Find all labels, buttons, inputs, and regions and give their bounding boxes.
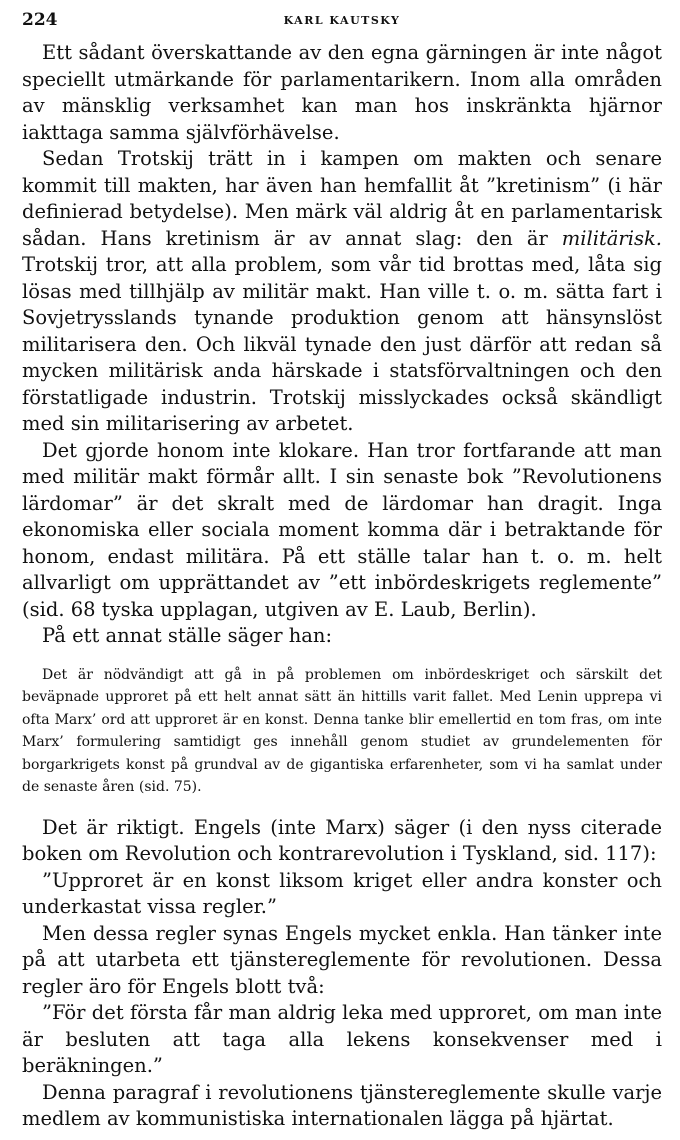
- running-head: KARL KAUTSKY: [283, 14, 401, 27]
- page-number: 224: [22, 10, 58, 30]
- emphasis-militarisk: militärisk.: [561, 226, 662, 250]
- trotsky-text-after: Trotskij tror, att alla problem, som vår tid brottas med, låta sig lösas med tillhjälp av militär makt. Han ville t. o. m. sätta fart i Sovjetrysslands tynande produktion genom att hänsynslöst militarisera den. Och likväl tynade den just därför att redan så mycken militärisk anda härskade i statsförvaltningen och den förstatligade industrin. Trotskij misslyckades också skändligt med sin militarisering av arbetet.: [22, 253, 662, 435]
- block-quote: [22, 664, 662, 799]
- block-quote-text: Det är nödvändigt att gå in på problemen om inbördeskriget och särskilt det beväpnade upproret på ett helt annat sätt än hittills varit fallet. Med Lenin upprepa vi ofta Marx’ ord att upproret är en konst. Denna tanke blir emellertid en tom fras, om inte Marx’ formulering samtidigt ges innehåll genom studiet av grundelementen för borgarkrigets konst på grundval av de gigantiska erfarenheter, som vi ha samlat under de senaste åren (sid. 75).: [22, 666, 662, 795]
- paragraph-overestimation: Ett sådant överskattande av den egna gärningen är inte något speciellt utmärkande för parlamentarikern. Inom alla områden av mänsklig verksamhet kan man hos inskränkta hjärnor iakttaga samma självförhävelse.: [22, 41, 662, 144]
- quote-first-rule: ”För det första får man aldrig leka med upproret, om man inte är besluten att taga alla lekens konsekvenser med i beräkningen.”: [22, 1001, 662, 1077]
- paragraph-lessons: Det gjorde honom inte klokare. Han tror fortfarande att man med militär makt förmår allt. I sin senaste bok ”Revolutionens lärdomar” är det skralt med de lärdomar han dragit. Inga ekonomiska eller sociala moment komma där i betraktande för honom, endast militära. På ett ställe talar han t. o. m. helt allvarligt om upprättandet av ”ett inbördeskrigets reglemente” (sid. 68 tyska upplagan, utgiven av E. Laub, Berlin).: [22, 438, 662, 621]
- trotsky-text-before: Sedan Trotskij trätt in i kampen om makten och senare kommit till makten, har även han hemfallit åt ”kretinism” (i här definierad betydelse). Men märk väl aldrig åt en parlamentarisk sådan. Hans kretinism är av annat slag: den är: [22, 147, 662, 250]
- paragraph-rules: Men dessa regler synas Engels mycket enkla. Han tänker inte på att utarbeta ett tjänstereglemente för revolutionen. Dessa regler äro för Engels blott två:: [22, 921, 662, 998]
- page-header: [22, 10, 662, 40]
- paragraph-engels: Det är riktigt. Engels (inte Marx) säger (i den nyss citerade boken om Revolution och kontrarevolution i Tyskland, sid. 117):: [22, 815, 662, 865]
- paragraph-conclusion: Denna paragraf i revolutionens tjänstereglemente skulle varje medlem av kommunistiska internationalen lägga på hjärtat.: [22, 1080, 662, 1130]
- quote-uprising-art: ”Upproret är en konst liksom kriget eller andra konster och underkastat vissa regler.”: [22, 868, 662, 918]
- paragraph-trotsky: [22, 146, 662, 438]
- paragraph-quote-intro: På ett annat ställe säger han:: [42, 624, 333, 647]
